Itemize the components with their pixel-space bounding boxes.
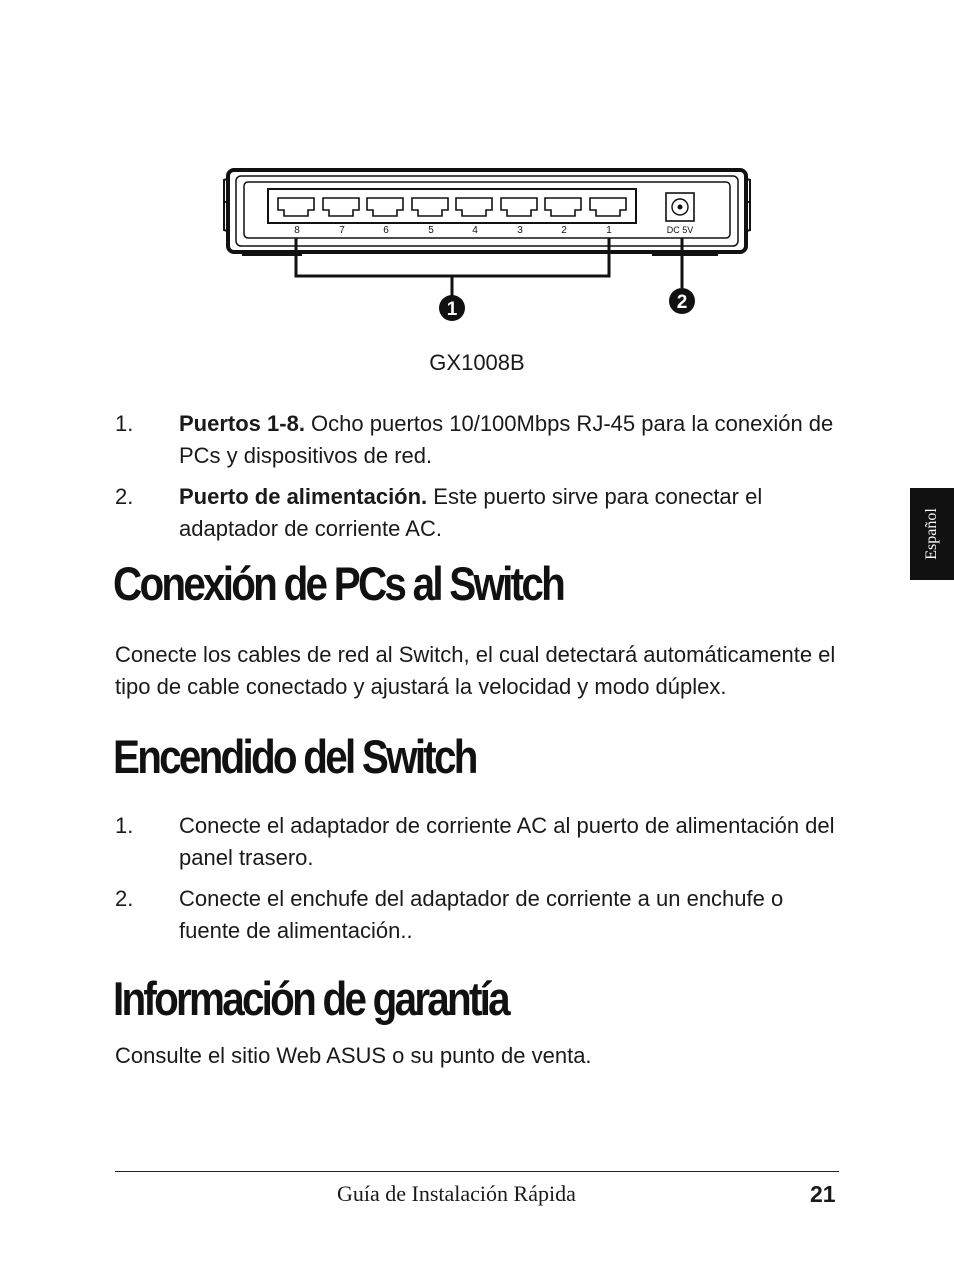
language-side-tab <box>910 488 954 580</box>
callout-1-number: 1 <box>446 299 458 320</box>
rj45-port <box>456 198 492 216</box>
port-number: 7 <box>339 225 345 236</box>
dc-label: DC 5V <box>666 225 694 235</box>
paragraph-warranty: Consulte el sitio Web ASUS o su punto de venta. <box>115 1043 592 1068</box>
rj45-port <box>367 198 403 216</box>
callout-2-number: 2 <box>676 292 688 313</box>
rj45-port <box>590 198 626 216</box>
rj45-port <box>412 198 448 216</box>
page-number: 21 <box>810 1181 836 1207</box>
port-number: 6 <box>383 225 389 236</box>
list-number: 1. <box>115 813 134 838</box>
rj45-port <box>501 198 537 216</box>
port-number: 8 <box>294 225 300 236</box>
rj45-port <box>323 198 359 216</box>
list-term: Puerto de alimentación. <box>179 484 428 509</box>
footer-divider <box>115 1171 839 1172</box>
port-number: 4 <box>472 225 478 236</box>
rj45-port <box>545 198 581 216</box>
ports-list-item <box>115 408 845 472</box>
list-text: Conecte el enchufe del adaptador de corriente a un enchufe o fuente de alimentación.. <box>179 886 784 943</box>
heading-warranty: Información de garantía <box>113 972 508 1025</box>
port-number: 2 <box>561 225 567 236</box>
heading-connect: Conexión de PCs al Switch <box>113 557 564 610</box>
list-number: 2. <box>115 484 134 509</box>
switch-rear-panel-diagram <box>222 168 752 328</box>
list-text: Ocho puertos 10/100Mbps RJ-45 para la conexión de PCs y dispositivos de red. <box>179 411 834 468</box>
ports-list-item <box>115 481 845 545</box>
language-label: Español <box>923 508 941 560</box>
list-text: Este puerto sirve para conectar el adaptador de corriente AC. <box>179 484 763 541</box>
rj45-port <box>278 198 314 216</box>
paragraph-connect: Conecte los cables de red al Switch, el cual detectará automáticamente el tipo de cable conectado y ajustará la velocidad y modo dúplex. <box>115 642 836 699</box>
model-label: GX1008B <box>429 350 525 375</box>
port-number: 3 <box>517 225 523 236</box>
list-number: 1. <box>115 411 134 436</box>
list-text: Conecte el adaptador de corriente AC al puerto de alimentación del panel trasero. <box>179 813 835 870</box>
power-step <box>115 883 845 947</box>
list-number: 2. <box>115 886 134 911</box>
list-term: Puertos 1-8. <box>179 411 305 436</box>
footer-title: Guía de Instalación Rápida <box>337 1181 576 1206</box>
port-number: 1 <box>606 225 612 236</box>
port-number: 5 <box>428 225 434 236</box>
heading-power: Encendido del Switch <box>113 730 476 783</box>
power-step <box>115 810 845 874</box>
